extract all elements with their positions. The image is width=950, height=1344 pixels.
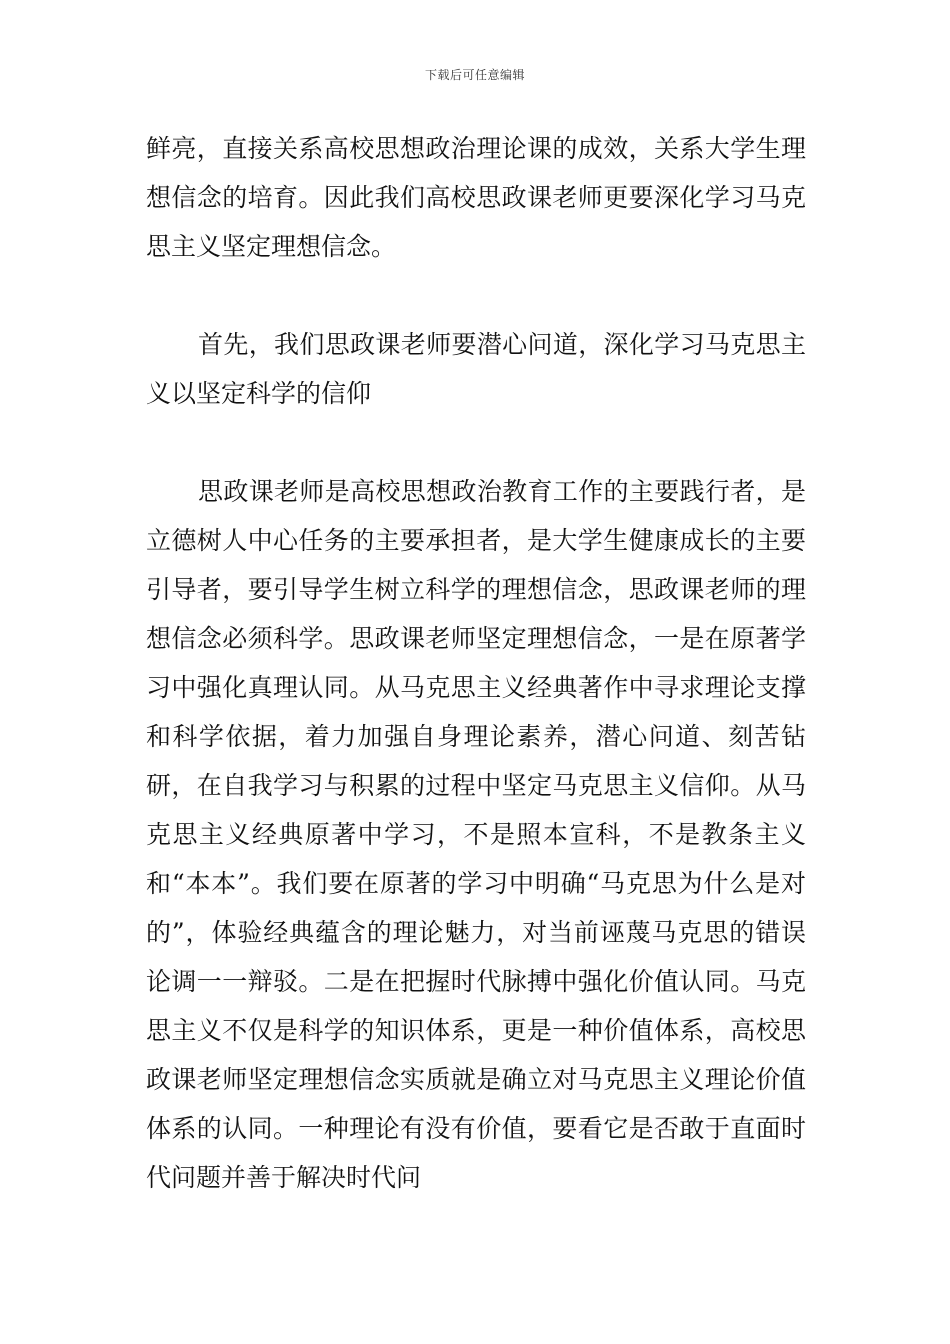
paragraph-gap [146,418,806,467]
document-body [146,124,806,1202]
paragraph-continuation: 鲜亮，直接关系高校思想政治理论课的成效，关系大学生理想信念的培育。因此我们高校思政课老师更要深化学习马克思主义坚定理想信念。 [146,134,806,261]
page-header: 下载后可任意编辑 [424,68,525,82]
paragraph-gap [146,271,806,320]
section-heading-paragraph: 首先，我们思政课老师要潜心问道，深化学习马克思主义以坚定科学的信仰 [146,330,806,408]
body-paragraph: 思政课老师是高校思想政治教育工作的主要践行者，是立德树人中心任务的主要承担者，是大学生健康成长的主要引导者，要引导学生树立科学的理想信念，思政课老师的理想信念必须科学。思政课老师坚定理想信念，一是在原著学习中强化真理认同。从马克思主义经典著作中寻求理论支撑和科学依据，着力加强自身理论素养，潜心问道、刻苦钻研，在自我学习与积累的过程中坚定马克思主义信仰。从马克思主义经典原著中学习，不是照本宣科，不是教条主义和“本本”。我们要在原著的学习中明确“马克思为什么是对的”，体验经典蕴含的理论魅力，对当前诬蔑马克思的错误论调一一辩驳。二是在把握时代脉搏中强化价值认同。马克思主义不仅是科学的知识体系，更是一种价值体系，高校思政课老师坚定理想信念实质就是确立对马克思主义理论价值体系的认同。一种理论有没有价值，要看它是否敢于直面时代问题并善于解决时代问 [146,477,806,1192]
